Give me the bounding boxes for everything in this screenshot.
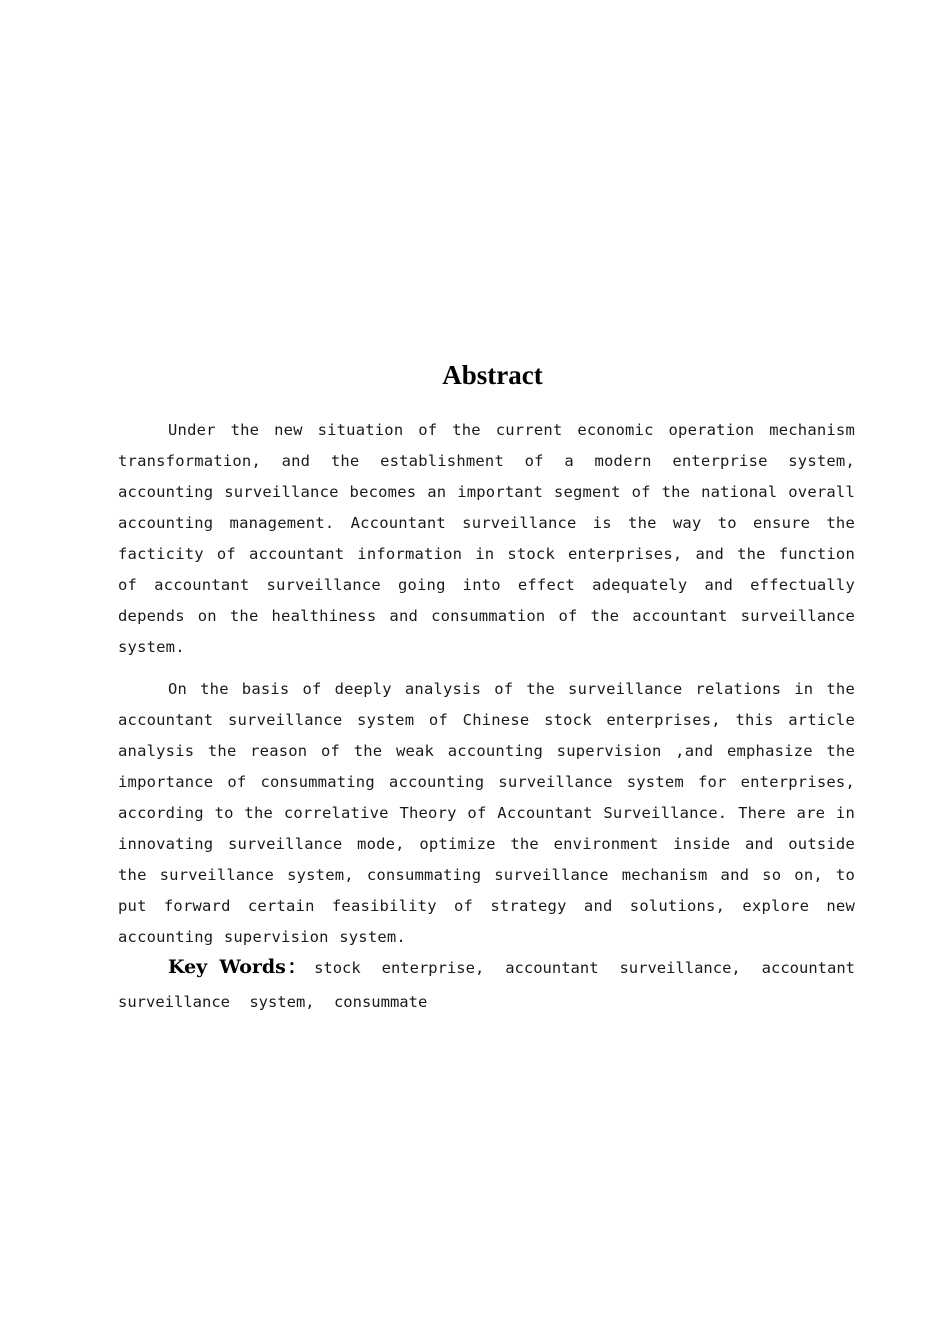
keywords-line xyxy=(118,950,855,1019)
abstract-section xyxy=(118,355,855,1019)
abstract-paragraph-2: On the basis of deeply analysis of the surveillance relations in the accountant surveillance system of Chinese stock enterprises, this article analysis the reason of the weak accounting supervision ,and emphasize the importance of consummating accounting surveillance system for enterprises, according to the correlative Theory of Accountant Surveillance. There are in innovating surveillance mode, optimize the environment inside and outside the surveillance system, consummating surveillance mechanism and so on, to put forward certain feasibility of strategy and solutions, explore new accounting supervision system. xyxy=(118,680,855,946)
abstract-paragraph-1: Under the new situation of the current economic operation mechanism transformation, and the establishment of a modern enterprise system, accounting surveillance becomes an important segment of the national overall accounting management. Accountant surveillance is the way to ensure the facticity of accountant information in stock enterprises, and the function of accountant surveillance going into effect adequately and effectually depends on the healthiness and consummation of the accountant surveillance system. xyxy=(118,421,855,656)
abstract-title: Abstract xyxy=(442,360,543,390)
keywords-text: stock enterprise, accountant surveillance, accountant surveillance system, consummate xyxy=(118,959,855,1011)
keywords-label: Key Words： xyxy=(168,956,309,978)
